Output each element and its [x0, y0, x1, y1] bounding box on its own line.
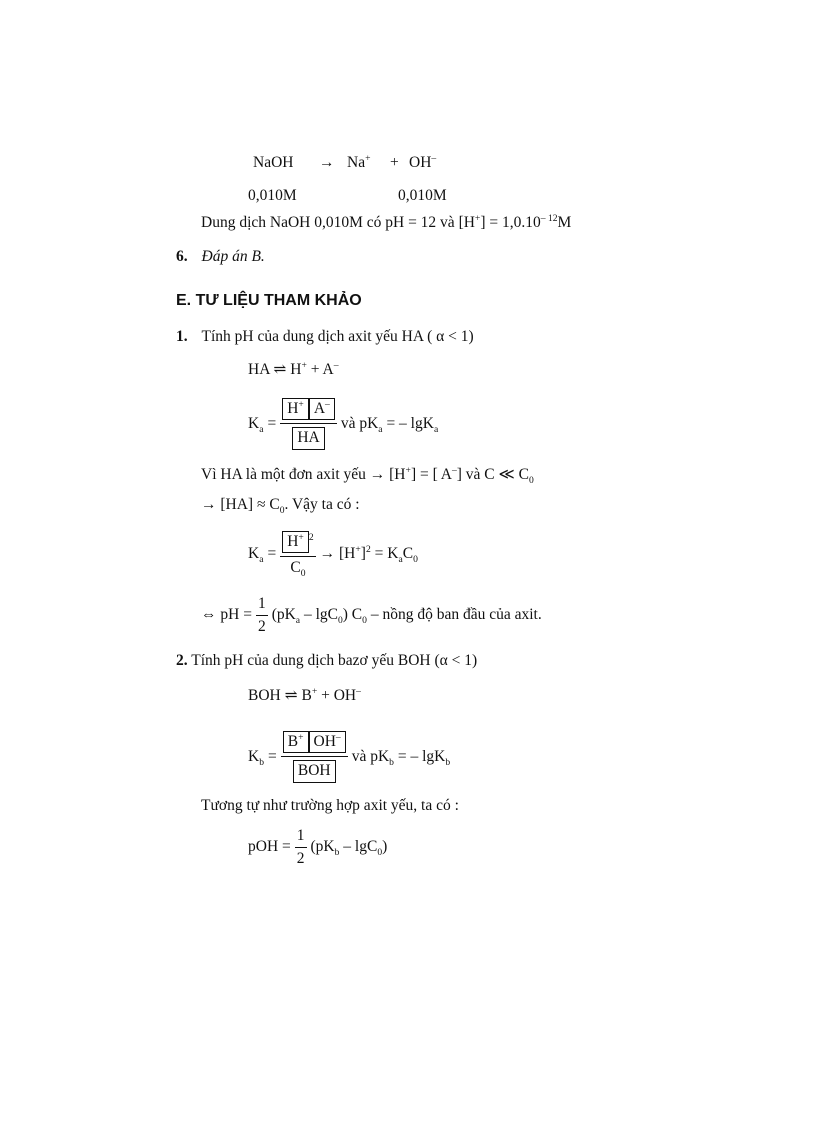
reaction-oh-ion: OH–	[409, 152, 437, 171]
reaction-arrow: →	[319, 154, 335, 171]
conc-right: 0,010M	[398, 187, 447, 204]
section-heading: E. TƯ LIỆU THAM KHẢO	[176, 292, 362, 309]
item6	[176, 249, 265, 265]
poh-formula: pOH = $\frac{1}{2}$ $(pK_b - \lg C_0)$	[248, 827, 388, 867]
item2-title: 2. Tính pH của dung dịch bazơ yếu BOH (α < 1)	[176, 652, 478, 669]
reaction-lhs: NaOH	[253, 154, 294, 171]
item1-title: 1. Tính pH của dung dịch axit yếu HA ( α < 1)	[176, 328, 474, 345]
reaction-plus: +	[390, 154, 399, 171]
item6-number: 6.	[176, 248, 188, 265]
reaction-na-ion: Na+	[347, 152, 371, 171]
kb-expression: $K_b$ = $\frac{B^+ OH^-}{\text{BOH}}$ và $pK_b$ = – lgK$_b$	[248, 731, 450, 783]
ph-formula: ⇔ pH = $\frac{1}{2}$ $(pK_a - \lg C_0)$ $C_0$ – nồng độ ban đầu của axit.	[201, 595, 542, 635]
vi-ha-line: Vì HA là một đơn axit yếu → [H+] = [ A–] và C ≪ $C_0$	[201, 464, 534, 487]
item6-answer: Đáp án B.	[201, 248, 265, 265]
boh-dissociation: BOH ⇌ B+ + OH–	[248, 685, 361, 704]
ha-approx-line: → $[HA] \approx C_0$. Vậy ta có :	[201, 496, 360, 517]
similar-case-line: Tương tự như trường hợp axit yếu, ta có :	[201, 797, 459, 814]
ka-simplified: $K_a$ = $\frac{H^+ ^2}{C_0}$ → $[H^+]^2 = K_aC_0$	[248, 531, 418, 580]
ha-dissociation: HA ⇌ H+ + A–	[248, 359, 339, 378]
ka-expression: $K_a$ = $\frac{H^+ A^-}{HA}$ và $pK_a$ = – lgK$_a$	[248, 398, 438, 450]
naoh-ph-sentence: Dung dịch NaOH 0,010M có pH = 12 và $[H^+] = 1,0.10^{- 12}M$	[201, 212, 572, 231]
conc-left: 0,010M	[248, 187, 297, 204]
